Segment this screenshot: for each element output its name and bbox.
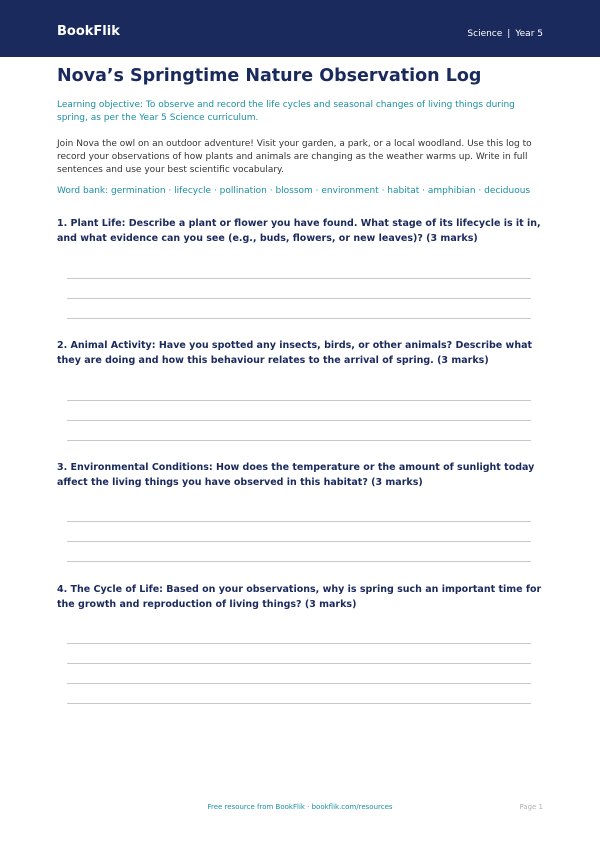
answer-line[interactable] xyxy=(67,643,531,644)
header-subject-year xyxy=(467,28,543,40)
question-3: 3. Environmental Conditions: How does the temperature or the amount of sunlight today affect the living things you have observed in this habitat? (3 marks) xyxy=(57,462,535,488)
answer-line[interactable] xyxy=(67,561,531,562)
answer-line[interactable] xyxy=(67,400,531,401)
question-4: 4. The Cycle of Life: Based on your observations, why is spring such an important time for the growth and reproduction of living things? (3 marks) xyxy=(57,584,542,610)
answer-line[interactable] xyxy=(67,278,531,279)
answer-line[interactable] xyxy=(67,683,531,684)
answer-line[interactable] xyxy=(67,541,531,542)
learning-objective: Learning objective: To observe and record the life cycles and seasonal changes of living things during spring, as per the Year 5 Science curriculum. xyxy=(57,100,515,123)
answer-line[interactable] xyxy=(67,298,531,299)
question-2: 2. Animal Activity: Have you spotted any insects, birds, or other animals? Describe what they are doing and how this behaviour relates to the arrival of spring. (3 marks) xyxy=(57,340,533,366)
subject-label: Science xyxy=(467,29,503,39)
page-header xyxy=(0,0,600,57)
question-1: 1. Plant Life: Describe a plant or flower you have found. What stage of its lifecycle is it in, and what evidence can you see (e.g., buds, flowers, or new leaves)? (3 marks) xyxy=(57,218,541,244)
word-bank: Word bank: germination · lifecycle · pollination · blossom · environment · habitat · amphibian · deciduous xyxy=(57,186,531,196)
answer-line[interactable] xyxy=(67,440,531,441)
page-number: Page 1 xyxy=(519,803,543,811)
footer-credit: Free resource from BookFlik · bookflik.com/resources xyxy=(207,803,393,811)
year-label: Year 5 xyxy=(515,29,543,39)
answer-line[interactable] xyxy=(67,703,531,704)
answer-line[interactable] xyxy=(67,318,531,319)
answer-line[interactable] xyxy=(67,420,531,421)
header-separator: | xyxy=(507,29,511,39)
intro-text: Join Nova the owl on an outdoor adventure! Visit your garden, a park, or a local woodland. Use this log to record your observations of how plants and animals are changing as the weather warms up. Write in full sentences and use your best scientific vocabulary. xyxy=(57,139,532,175)
page-title: Nova’s Springtime Nature Observation Log xyxy=(57,66,482,86)
answer-line[interactable] xyxy=(67,521,531,522)
brand-logo: BookFlik xyxy=(57,24,120,39)
answer-line[interactable] xyxy=(67,663,531,664)
